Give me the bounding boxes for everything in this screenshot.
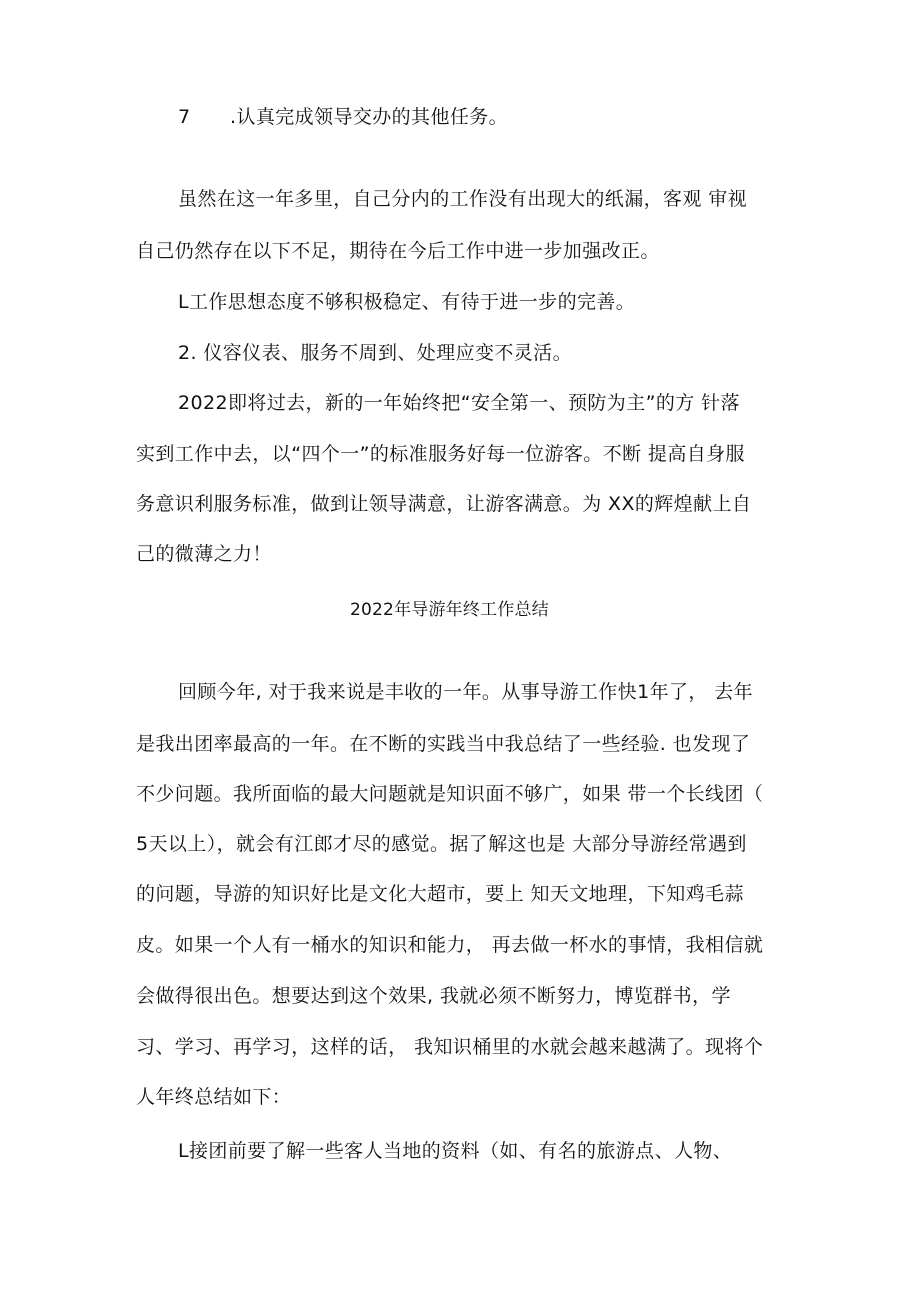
paragraph-line: 自己仍然存在以下不足，期待在今后工作中进一步加强改正。 xyxy=(136,240,660,262)
paragraph-line: 皮。如果一个人有一桶水的知识和能力， 再去做一杯水的事情，我相信就 xyxy=(136,934,764,956)
paragraph-line: 己的微薄之力！ xyxy=(136,543,272,565)
list-item-7 xyxy=(178,104,508,130)
paragraph-line: 不少问题。我所面临的最大问题就是知识面不够广，如果 带一个长线团（ xyxy=(136,783,764,805)
paragraph-line: 实到工作中去，以“四个一”的标准服务好每一位游客。不断 提高自身服 xyxy=(136,443,745,465)
paragraph-line: 人年终总结如下： xyxy=(136,1086,292,1108)
paragraph-line: 回顾今年, 对于我来说是丰收的一年。从事导游工作快1年了， 去年 xyxy=(178,681,754,703)
point-item: L接团前要了解一些客人当地的资料（如、有名的旅游点、人物、 xyxy=(178,1140,733,1162)
paragraph-line: 会做得很出色。想要达到这个效果, 我就必须不断努力，博览群书，学 xyxy=(136,985,731,1007)
shortcoming-item: 2. 仪容仪表、服务不周到、处理应变不灵活。 xyxy=(178,342,572,364)
list-item-text: .认真完成领导交办的其他任务。 xyxy=(230,106,509,128)
shortcoming-item: L工作思想态度不够积极稳定、有待于进一步的完善。 xyxy=(178,291,636,313)
list-number: 7 xyxy=(178,106,191,128)
paragraph-line: 的问题，导游的知识好比是文化大超市，要上 知天文地理，下知鸡毛蒜 xyxy=(136,883,744,905)
section-title: 2022年导游年终工作总结 xyxy=(350,600,549,620)
paragraph-line: 习、学习、再学习，这样的话， 我知识桶里的水就会越来越满了。现将个 xyxy=(136,1036,764,1058)
paragraph-line: 务意识利服务标准，做到让领导满意，让游客满意。为 XX的辉煌献上自 xyxy=(136,493,752,515)
paragraph-line: 是我出团率最高的一年。在不断的实践当中我总结了一些经验. 也发现了 xyxy=(136,733,751,755)
paragraph-line: 5天以上），就会有江郎才尽的感觉。据了解这也是 大部分导游经常遇到 xyxy=(136,833,747,855)
paragraph-line: 2022即将过去，新的一年始终把“安全第一、预防为主”的方 针落 xyxy=(178,392,740,414)
paragraph-line: 虽然在这一年多里，自己分内的工作没有出现大的纸漏，客观 审视 xyxy=(178,188,748,210)
